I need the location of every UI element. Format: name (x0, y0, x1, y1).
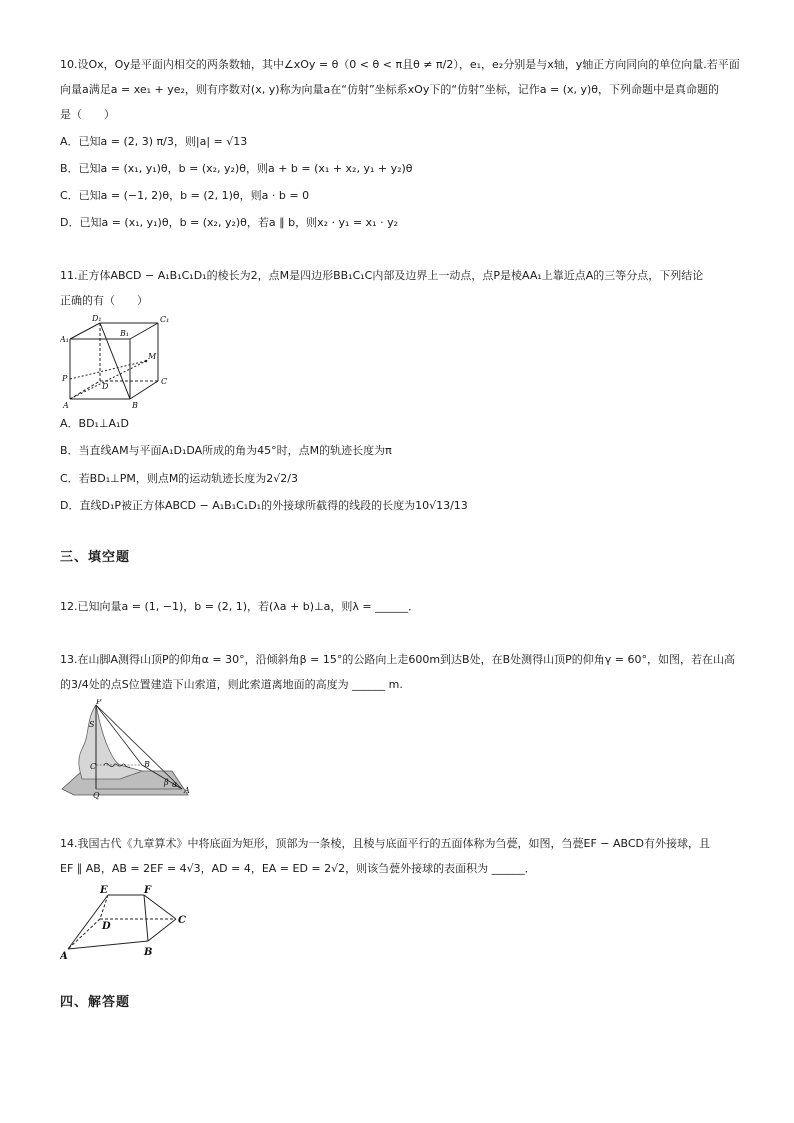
q14-line2: EF ∥ AB，AB = 2EF = 4√3，AD = 4，EA = ED = 2√2，则该刍甍外接球的表面积为 ______． (60, 861, 536, 875)
exam-page (60, 56, 740, 1043)
chumeng-figure (60, 883, 200, 963)
section-heading-answer: 四、解答题 (60, 994, 131, 1010)
q10-stem-line3: 是（ ） (60, 108, 115, 122)
label-c1: C₁ (160, 315, 170, 325)
label-b14: B (144, 946, 153, 958)
label-b1: B₁ (120, 329, 130, 339)
label-b: B (132, 401, 138, 411)
q13-line1: 13.在山脚A测得山顶P的仰角α = 30°，沿倾斜角β = 15°的公路向上走600m到达B处，在B处测得山顶P的仰角γ = 60°，如图，若在山高 (60, 652, 735, 666)
label-q: Q (93, 790, 100, 800)
label-c14: C (178, 914, 186, 926)
question-14 (60, 835, 740, 963)
label-d: D (102, 382, 109, 392)
q10-option-d: D．已知a = (x₁, y₁)θ，b = (x₂, y₂)θ，若a ∥ b，则x₂ · y₁ = x₁ · y₂ (60, 216, 398, 230)
label-a1: A₁ (60, 335, 69, 345)
label-f: F (144, 884, 152, 896)
label-c: C (161, 377, 168, 387)
mountain-figure (60, 699, 192, 801)
question-12: 12.已知向量a = (1, −1)，b = (2, 1)，若(λa + b)⊥a，则λ = ______． (60, 599, 420, 613)
label-c13: C (90, 761, 97, 771)
label-e: E (100, 884, 108, 896)
question-11 (60, 267, 740, 513)
label-a: A (63, 401, 69, 411)
label-m: M (148, 352, 157, 362)
q11-option-a: A．BD₁⊥A₁D (60, 417, 129, 431)
q13-line2: 的3/4处的点S位置建造下山索道，则此索道离地面的高度为 ______ m. (60, 677, 403, 691)
label-p: P (62, 374, 68, 384)
q10-stem-line2: 向量a满足a = xe₁ + ye₂，则有序数对(x, y)称为向量a在“仿射”坐标系xOy下的“仿射”坐标，记作a = (x, y)θ，下列命题中是真命题的 (60, 83, 720, 97)
q10-stem-line1: 10.设Ox，Oy是平面内相交的两条数轴，其中∠xOy = θ（0 < θ < π且θ ≠ π/2），e₁，e₂分别是与x轴，y轴正方向同向的单位向量.若平面 (60, 58, 740, 71)
question-13 (60, 651, 740, 801)
question-10 (60, 56, 740, 231)
label-s: S (89, 719, 95, 729)
section-heading-fill-in: 三、填空题 (60, 549, 131, 565)
label-d1: D₁ (92, 315, 102, 324)
q11-option-b: B．当直线AM与平面A₁D₁DA所成的角为45°时，点M的轨迹长度为π (60, 444, 392, 458)
q10-option-a: A．已知a = (2, 3) π/3，则|a| = √13 (60, 135, 248, 149)
label-alpha: α (172, 779, 178, 789)
point-m (145, 360, 148, 363)
q11-option-d: D．直线D₁P被正方体ABCD − A₁B₁C₁D₁的外接球所截得的线段的长度为10√13/13 (60, 498, 468, 512)
label-a13: A (184, 785, 190, 795)
q10-option-b: B．已知a = (x₁, y₁)θ，b = (x₂, y₂)θ，则a + b = (x₁ + x₂, y₁ + y₂)θ (60, 162, 413, 176)
q14-line1: 14.我国古代《九章算术》中将底面为矩形，顶部为一条棱，且棱与底面平行的五面体称为刍甍，如图，刍甍EF − ABCD有外接球，且 (60, 836, 711, 850)
cube-figure (60, 315, 180, 411)
q11-stem-line1: 11.正方体ABCD − A₁B₁C₁D₁的棱长为2，点M是四边形BB₁C₁C内部及边界上一动点，点P是棱AA₁上靠近点A的三等分点，下列结论 (60, 269, 704, 283)
q10-option-c: C．已知a = (−1, 2)θ，b = (2, 1)θ，则a · b = 0 (60, 189, 310, 203)
q11-stem-line2: 正确的有（ ） (60, 294, 148, 308)
label-d14: D (102, 920, 111, 932)
label-a14: A (60, 950, 68, 962)
label-b13: B (144, 759, 150, 769)
label-p13: P (96, 698, 102, 706)
q11-option-c: C．若BD₁⊥PM，则点M的运动轨迹长度为2√2/3 (60, 471, 299, 485)
label-beta: β (164, 777, 169, 787)
